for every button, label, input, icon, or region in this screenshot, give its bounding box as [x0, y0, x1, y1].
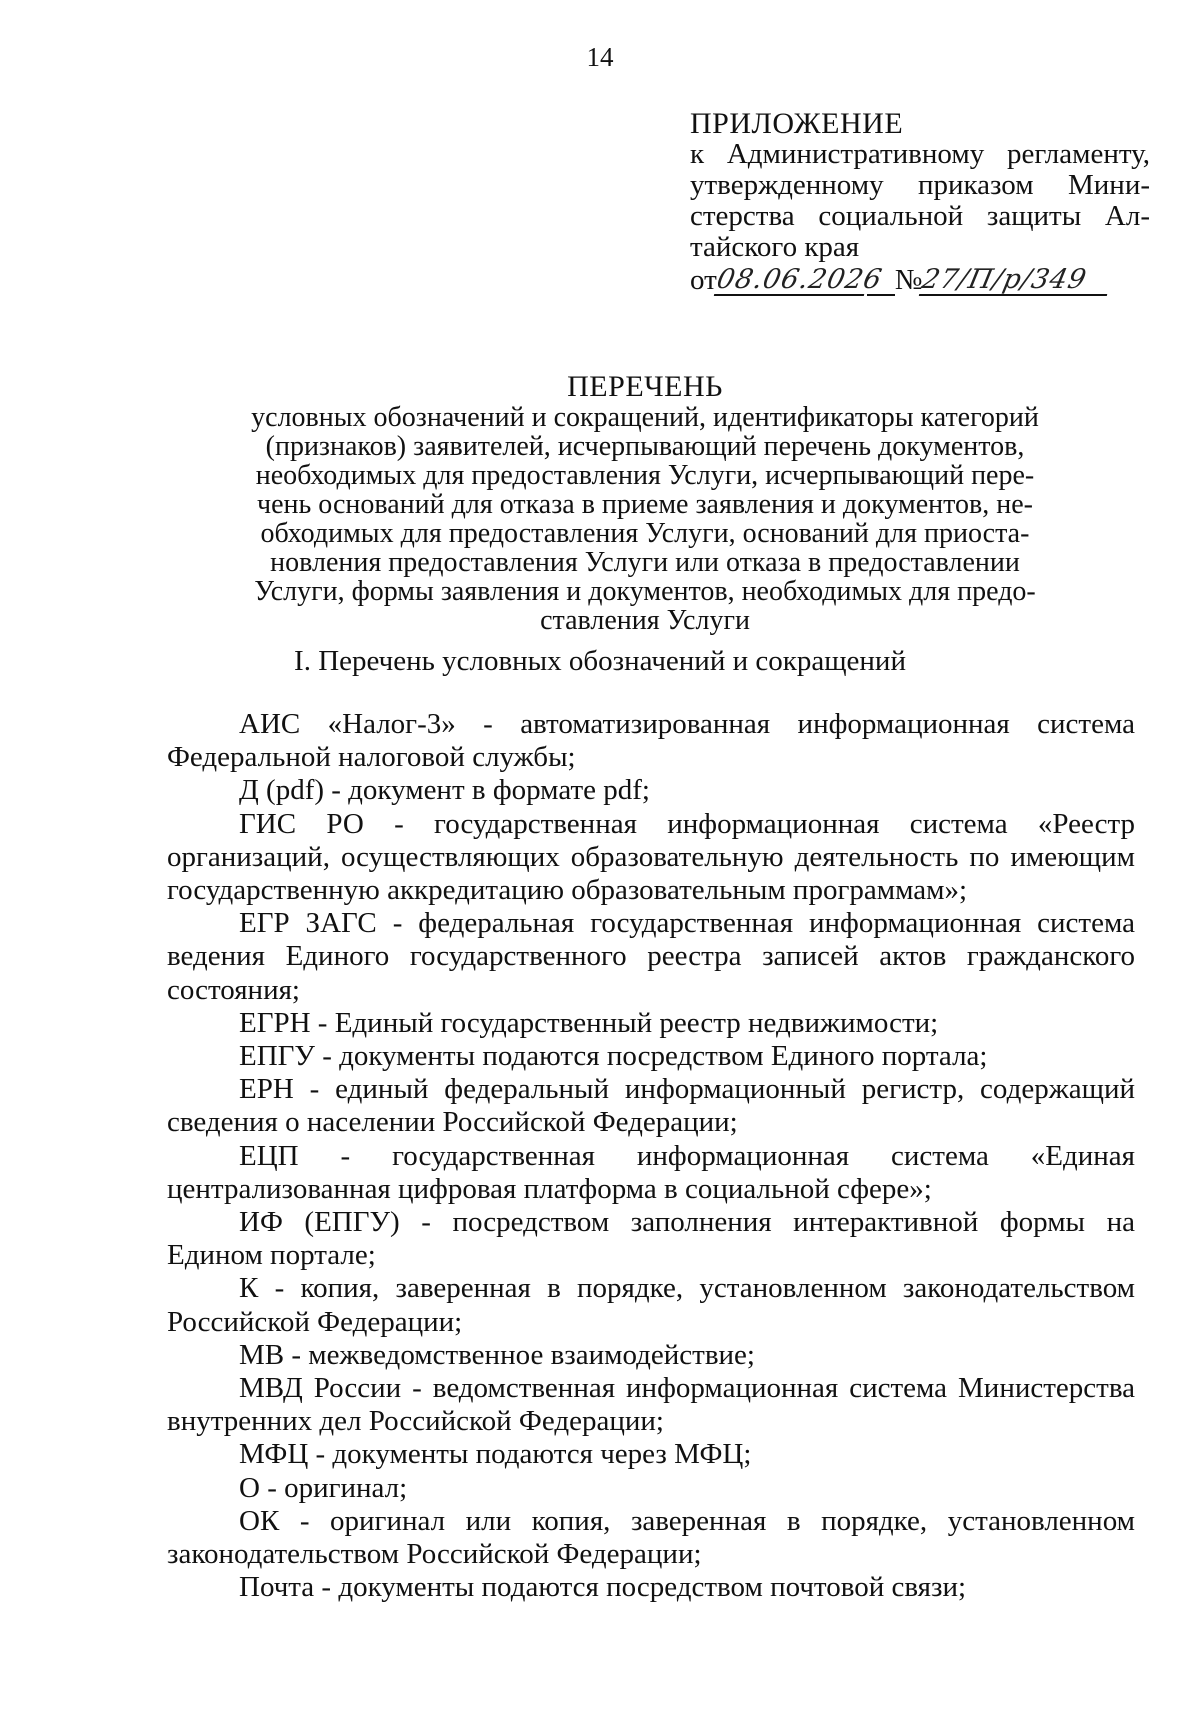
- subtitle-line: условных обозначений и сокращений, идентификаторы категорий: [251, 402, 1039, 433]
- subtitle-line: чень оснований для отказа в приеме заявления и документов, не-: [257, 489, 1033, 520]
- subtitle-line: новления предоставления Услуги или отказа в предоставлении: [270, 547, 1020, 578]
- list-item: АИС «Налог-3» - автоматизированная информационная система Федеральной налоговой службы;: [167, 708, 1135, 774]
- subtitle-line: Услуги, формы заявления и документов, необходимых для предо-: [254, 576, 1036, 607]
- order-date-number-line: [690, 265, 1150, 296]
- document-title: ПЕРЕЧЕНЬ: [567, 370, 723, 403]
- subtitle-line: обходимых для предоставления Услуги, оснований для приоста-: [260, 518, 1030, 549]
- subtitle-line: необходимых для предоставления Услуги, исчерпывающий пере-: [255, 460, 1035, 491]
- document-title-block: [240, 372, 1050, 635]
- list-item: ЕГРН - Единый государственный реестр недвижимости;: [239, 1006, 939, 1039]
- appendix-block: [690, 108, 1150, 296]
- list-item: ОК - оригинал или копия, заверенная в порядке, установленном законодательством Российской Федерации;: [167, 1504, 1135, 1571]
- appendix-line: утвержденному приказом Мини-: [690, 169, 1150, 201]
- appendix-line: стерства социальной защиты Ал-: [690, 200, 1150, 232]
- list-item: О - оригинал;: [239, 1471, 408, 1504]
- subtitle-line: (признаков) заявителей, исчерпывающий перечень документов,: [265, 431, 1025, 462]
- section-heading: I. Перечень условных обозначений и сокращений: [294, 645, 906, 677]
- appendix-line: к Административному регламенту,: [690, 138, 1150, 170]
- list-item: ЕГР ЗАГС - федеральная государственная информационная система ведения Единого государственного реестра записей актов гражданского состояния;: [167, 907, 1135, 1006]
- abbreviation-list: [167, 708, 1135, 1604]
- appendix-line: тайского края: [690, 231, 860, 263]
- list-item: МФЦ - документы подаются через МФЦ;: [239, 1438, 752, 1471]
- list-item: ГИС РО - государственная информационная система «Реестр организаций, осуществляющих образовательную деятельность по имеющим государственную аккредитацию образовательным программам»;: [167, 807, 1135, 907]
- list-item: МВД России - ведомственная информационная система Министерства внутренних дел Российской Федерации;: [167, 1372, 1135, 1438]
- subtitle-line: ставления Услуги: [540, 605, 750, 636]
- handwritten-order-number: 27/П/р/349: [919, 266, 1113, 296]
- appendix-heading: ПРИЛОЖЕНИЕ: [690, 107, 904, 140]
- list-item: Почта - документы подаются посредством почтовой связи;: [239, 1571, 967, 1604]
- list-item: ЕЦП - государственная информационная система «Единая централизованная цифровая платформа в социальной сфере»;: [167, 1139, 1135, 1205]
- list-item: МВ - межведомственное взаимодействие;: [239, 1338, 755, 1371]
- page-number: 14: [586, 42, 614, 72]
- list-item: Д (pdf) - документ в формате pdf;: [239, 774, 650, 807]
- number-prefix: №: [894, 264, 923, 296]
- list-item: ИФ (ЕПГУ) - посредством заполнения интерактивной формы на Едином портале;: [167, 1206, 1135, 1272]
- list-item: К - копия, заверенная в порядке, установленном законодательством Российской Федерации;: [167, 1272, 1135, 1338]
- list-item: ЕПГУ - документы подаются посредством Единого портала;: [239, 1040, 988, 1073]
- date-prefix: от: [690, 264, 717, 296]
- handwritten-date: 08.06.2026: [713, 264, 886, 295]
- list-item: ЕРН - единый федеральный информационный регистр, содержащий сведения о населении Российской Федерации;: [167, 1073, 1135, 1139]
